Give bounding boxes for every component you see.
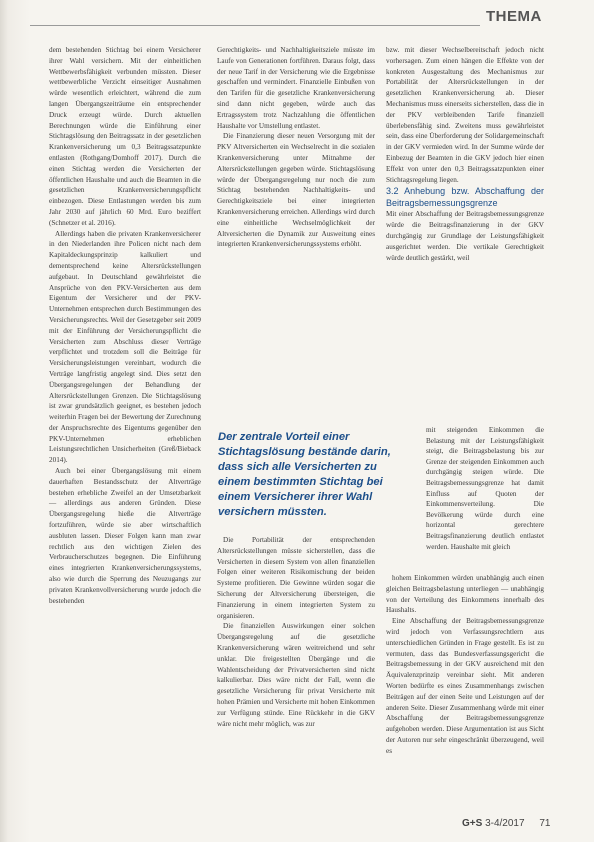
issue-number: 3-4/2017 (485, 818, 525, 829)
column-2-lower (217, 535, 375, 729)
page-footer (462, 818, 550, 829)
column-1 (49, 45, 201, 606)
column-2 (217, 45, 375, 250)
paragraph: hohem Einkommen würden unabhängig auch einen gleichen Beitragsbelastung unterliegen — unabhängig von der Verteilung des Einkommens innerhalb des Haushalts. (386, 574, 544, 615)
wrapped-paragraph: mit steigenden Einkommen die Belastung mit der Leistungsfähigkeit steigt, die Beitragsbelastung bis zur Grenze der steigenden Einkommen auch durchgängig steigen würde. Die Beitragsbemessungsgrenze hat damit Einfluss auf Quoten der Einkommensverteilung. Die Bevölkerung würde durch eine horizontal gerechtere Beitragsfinanzierung deutlich entlastet werden. Haushalte mit gleich (426, 426, 544, 551)
column-3-lower (386, 573, 544, 757)
section-heading: 3.2 Anhebung bzw. Abschaffung der Beitragsbemessungsgrenze (386, 186, 544, 209)
section-title: THEMA (486, 8, 542, 25)
paragraph: bzw. mit dieser Wechselbereitschaft jedoch nicht vorhersagen. Zum einen hängen die Effekte von der konkreten Ausgestaltung des Mechanismus zur Portabilität der Altersrückstellungen in der gesetzlichen Krankenversicherung ab. Dieser Mechanismus muss einerseits sicherstellen, dass die in der PKV verbleibenden Tarife finanziell überlebensfähig sind. Zweitens muss gewährleistet sein, dass eine Überforderung der Solidargemeinschaft in der GKV vermieden wird. In der Summe würde der Einbezug der Beamten in die GKV jedoch hier einen Effekt von unter den 0,3 Beitragssatzpunkten einer Stichtagsregelung liegen. (386, 46, 544, 184)
paragraph: dem bestehenden Stichtag bei einem Versicherer ihrer Wahl versichern. Mit der einheitlichen Wettbewerbsfähigkeit verbunden müssten. Dieser wettbewerbliche Verzicht einseitiger Ausnahmen würde wesentlich erleichtert, während die zum langen Übergangszeiträume ein entsprechender Druck erzeugt würde. Durch aktuellen Berechnungen würde die Einführung einer Stichtagslösung den Beitragssatz in der gesetzlichen Krankenversicherung um 0,3 Beitragssatzpunkte entlasten (Rothgang/Domhoff 2017). Durch die einen Stichtag werden die Versicherten der öffentlichen Haushalte und auch die Beamten in die gesetzlichen Krankenversicherungspflicht einbezogen. Diese Entlastungen werden bis zum Jahr 2030 auf jährlich 60 Mrd. Euro beziffert (Schnetzer et al. 2016). (49, 46, 201, 227)
page-number: 71 (539, 818, 551, 829)
paragraph: Eine Abschaffung der Beitragsbemessungsgrenze wird jedoch von Verfassungsrechtlern aus unterschiedlichen Gründen in Frage gestellt. Es ist zu vermuten, dass das Bundesverfassungsgericht die Beitragsbemessung in der GKV ausreichend mit den Äquivalenzprinzip vereinbar sieht. Mit anderen Worten bedürfte es eines Zusammenhangs zwischen Beiträgen auf der einen Seite und Leistungen auf der anderen Seite. Dieser Zusammenhang würde mit einer Abschaffung der Beitragsbemessungsgrenze aufgehoben werden. Diese Argumentation ist aus Sicht der Autoren nur sehr eingeschränkt überzeugend, weil es (386, 617, 544, 755)
pull-quote: Der zentrale Vorteil einer Stichtagslösung bestände darin, dass sich alle Versicherten zu einem bestimmten Stichtag bei einem Versicherer ihrer Wahl versichern müssten. (214, 428, 410, 522)
paragraph: Mit einer Abschaffung der Beitragsbemessungsgrenze würde die Beitragsfinanzierung in der GKV durchgängig zur Grundlage der Leistungsfähigkeit ausgerichtet werden. Die vertikale Gerechtigkeit würde deutlich gestärkt, weil (386, 210, 544, 262)
paragraph: Die Finanzierung dieser neuen Versorgung mit der PKV Altversicherten ein Wechselrecht in die sozialen Krankenversicherung unter Mitnahme der Altersrückstellungen gegeben würde. Stichtagslösung würde der Übergangsregelung nur noch die zum Stichtag bestehenden Nachhaltigkeits- und Gerechtigkeitsziele bei einer integrierten Krankenversicherung erreichen. Allerdings wird durch eine einheitliche Wechselmöglichkeit der Altversicherten die Dynamik zur Ausweitung eines integrierten Krankenversicherungssystems erhöht. (217, 132, 375, 249)
paragraph: Auch bei einer Übergangslösung mit einem dauerhaften Bestandsschutz der Altverträge bestehen erhebliche Zweifel an der Umsetzbarkeit — allerdings aus anderen Gründen. Diese Übergangsregelung hieße die Altverträge fortzuführen, würde sie aber wirtschaftlich ausbluten lassen. Dieser Folgen kann man zwar rechtlich aus den wichtigen Zielen des Verbraucherschutzes begegnen. Die Einführung eines integrierten Krankenversicherungssystems, also wie durch die Sperrung des Neuzugangs zur privaten Krankenvollversicherung wurde jedoch die bestehenden (49, 467, 201, 605)
paragraph: Allerdings haben die privaten Krankenversicherer in den Niederlanden ihre Policen nicht nach dem Kapitaldeckungsprinzip kalkuliert und dementsprechend keine Altersrückstellungen aufgebaut. In Deutschland gewährleistet die Ansprüche von den PKV-Versicherten aus dem Eigentum der Versicherer und der PKV-Unternehmen entsprechen durch Bestimmungen des Versicherungsrechts. Weil der Gesetzgeber seit 2009 mit der Einführung der Versicherungspflicht die Versicherten zum Abschluss dieser Verträge verpflichtet und trotzdem soll die Beiträge für Versicherungsleistungen vereinbart, wodurch die Verträge langfristig angelegt sind. Dies setzt den Übergangsregelungen der Behandlung der Altersrückstellungen Grenzen. Die Stichtagslösung ist zwar grundsätzlich geeignet, es bestehen jedoch weiterhin Fragen bei der Bewertung der Zurechnung der Anspruchsrechte des Eigentums gegenüber den PKV-Unternehmen erheblichen Leistungsrechtlichen Unsicherheiten (Greß/Bieback 2014). (49, 229, 201, 465)
paragraph: Die finanziellen Auswirkungen einer solchen Übergangsregelung auf die gesetzliche Krankenversicherung wären weitreichend und sehr unklar. Die freigestellten Übergänge und die Wahlentscheidung der Privatversicherten sind nicht kalkulierbar. Dies wäre nicht der Fall, wenn die gesetzliche Versicherung für privat Versicherte mit hohen Prämien und Versicherte mit hohen Einkommen zur Verfügung stünde. Eine Rückkehr in die GKV wäre nicht mehr möglich, was zur (217, 622, 375, 728)
header-rule (30, 25, 480, 26)
column-3 (386, 45, 544, 263)
paragraph: Gerechtigkeits- und Nachhaltigkeitsziele müsste im Laufe von Generationen fortführen. Daraus folgt, dass der neue Tarif in der Versicherung wie die Ergebnisse geschaffen und vermindert. Finanzielle Einbußen von den Tarifen für die gesetzliche Krankenversicherung sind dann nicht gegeben, würde auch das Ertragssystem trotz Nachzahlung die öffentlichen Haushalte vor Umstellung entlastet. (217, 46, 375, 130)
journal-brand: G+S (462, 818, 483, 829)
paragraph: Die Portabilität der entsprechenden Altersrückstellungen müsste sicherstellen, dass die Versicherten in diesem System von allen finanziellen Folgen einer weiteren Risikomischung der beiden Systeme profitieren. Die Gewinne würden sogar die Sicherung der Altversicherung übersteigen, die Finanzierung in einem integrierten System zu organisieren. (217, 536, 375, 620)
